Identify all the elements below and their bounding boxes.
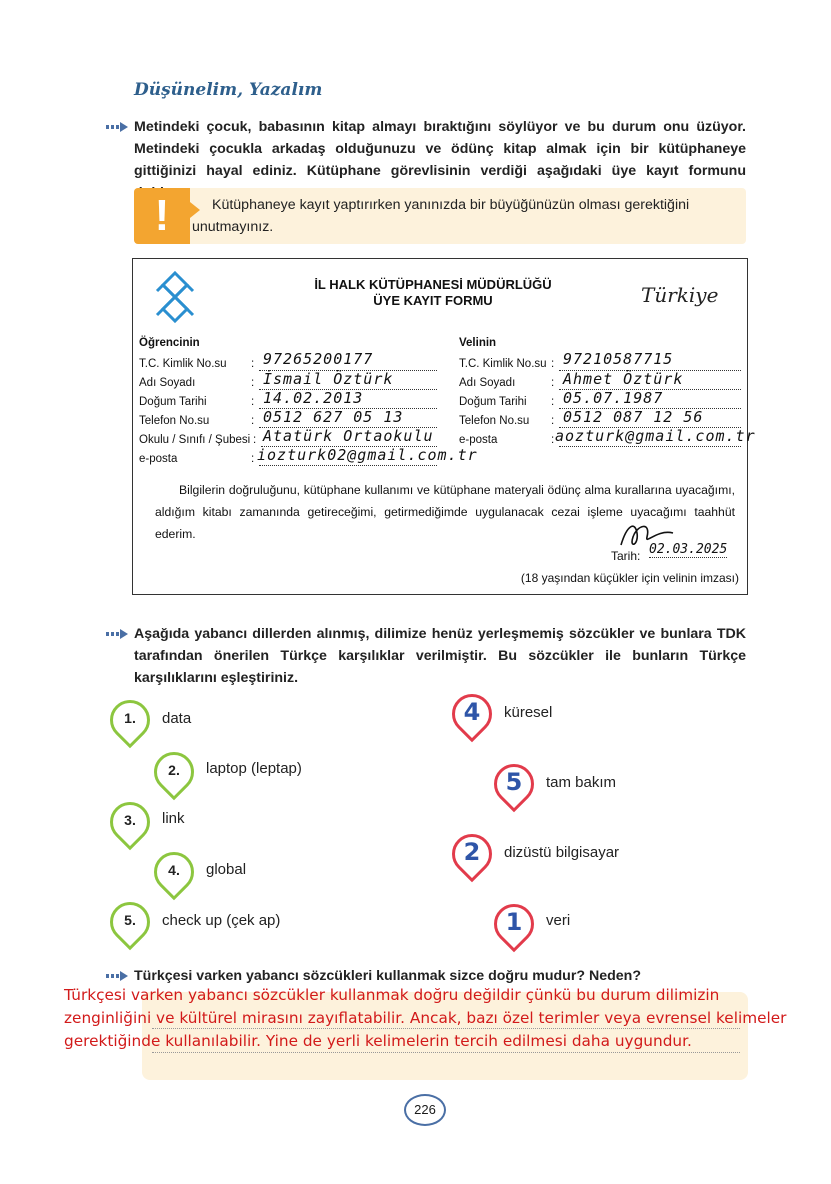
turkish-word-label: küresel bbox=[504, 704, 553, 721]
question-text: Türkçesi varken yabancı sözcükleri kullanmak sizce doğru mudur? Neden? bbox=[134, 968, 641, 984]
student-school-value[interactable]: Atatürk Ortaokulu bbox=[263, 427, 434, 445]
parent-birthdate-value[interactable]: 05.07.1987 bbox=[563, 389, 664, 407]
student-phone-label: Telefon No.su bbox=[139, 415, 210, 427]
foreign-word-label: global bbox=[206, 861, 247, 878]
turkiye-brand-logo: Türkiye bbox=[641, 283, 719, 307]
turkish-word-label: dizüstü bilgisayar bbox=[504, 844, 620, 861]
foreign-word-label: link bbox=[162, 810, 185, 827]
commitment-text: Bilgilerin doğruluğunu, kütüphane kullanımı ve kütüphane materyali ödünç alma kurallarına uyacağımı, aldığım kitabı zamanında getireceğimi, getirmediğimde uygulanacak cezai işleme uyacağımı taahhüt ederim. bbox=[155, 483, 735, 541]
library-registration-form: İL HALK KÜTÜPHANESİ MÜDÜRLÜĞÜ ÜYE KAYIT FORMU Türkiye Öğrencinin T.C. Kimlik No.su : 97265200177 Adı Soyadı : İsmail Öztürk Doğum Tarihi : 14.02.2013 Telefon No.su : 0512 627 05 13 Okulu / Sınıfı / Şubesi : Atatürk Ortaokulu e-posta : iozturk02@gmail.com.tr Velinin T.C. Kimlik No.su : 97210587715 Adı Soyadı : Ahmet Öztürk Doğum Tarihi : 05.07.1987 Telefon No.su : 0512 087 12 56 e-posta : aozturk@gmail.com.tr Bilgilerin doğruluğunu, kütüphane kullanımı ve kütüphane materyali ödünç alma kurallarına uyacağımı, aldığım kitabı zamanında getireceğimi, getirmediğimde uygulanacak cezai işleme uyacağımı taahhüt ederim. Tarih: 02.03.2025 (18 yaşından küçükler için velinin imzası) bbox=[132, 258, 748, 595]
student-birthdate-label: Doğum Tarihi bbox=[139, 396, 207, 408]
parent-name-label: Adı Soyadı bbox=[459, 377, 516, 389]
student-name-label: Adı Soyadı bbox=[139, 377, 196, 389]
student-email-value[interactable]: iozturk02@gmail.com.tr bbox=[257, 446, 478, 464]
student-phone-value[interactable]: 0512 627 05 13 bbox=[263, 408, 404, 426]
foreign-word-label: check up (çek ap) bbox=[162, 912, 281, 929]
library-knot-logo-icon bbox=[153, 269, 197, 327]
parent-phone-value[interactable]: 0512 087 12 56 bbox=[563, 408, 704, 426]
student-email-label: e-posta bbox=[139, 453, 178, 465]
parent-email-label: e-posta bbox=[459, 434, 498, 446]
turkish-word-label: veri bbox=[546, 912, 571, 929]
student-birthdate-value[interactable]: 14.02.2013 bbox=[263, 389, 364, 407]
exclamation-icon: ! bbox=[134, 188, 190, 244]
student-tc-value[interactable]: 97265200177 bbox=[263, 350, 374, 368]
warning-text: Kütüphaneye kayıt yaptırırken yanınızda bir büyüğünüzün olması gerektiğini unutmayınız. bbox=[192, 197, 690, 235]
match-answer-number[interactable]: 5 bbox=[505, 768, 523, 796]
student-school-label: Okulu / Sınıfı / Şubesi bbox=[139, 434, 251, 446]
parent-email-value[interactable]: aozturk@gmail.com.tr bbox=[555, 427, 756, 445]
section-title: Düşünelim, Yazalım bbox=[134, 80, 323, 100]
instruction-paragraph-1: Metindeki çocuk, babasının kitap almayı bıraktığını söylüyor ve bu durum onu üzüyor. Metindeki çocukla arkadaş olduğunuzu ve ödünç kitap almak için bir kütüphaneye gittiğinizi hayal ediniz. Kütüphane görevlisinin verdiği aşağıdaki üye kayıt formunu bbox=[134, 119, 746, 179]
bullet-arrow-icon bbox=[106, 629, 128, 639]
foreign-word-label: data bbox=[162, 710, 192, 727]
match-answer-number[interactable]: 2 bbox=[463, 838, 481, 866]
date-label: Tarih: bbox=[611, 549, 641, 563]
parent-signature-note: (18 yaşından küçükler için velinin imzası) bbox=[520, 571, 739, 585]
parent-tc-value[interactable]: 97210587715 bbox=[563, 350, 674, 368]
page-number: 226 bbox=[404, 1094, 446, 1126]
warning-box bbox=[134, 188, 746, 244]
parent-section-title: Velinin bbox=[459, 337, 497, 349]
parent-birthdate-label: Doğum Tarihi bbox=[459, 396, 527, 408]
student-section-title: Öğrencinin bbox=[139, 337, 200, 349]
bullet-arrow-icon bbox=[106, 122, 128, 132]
student-tc-label: T.C. Kimlik No.su bbox=[139, 358, 227, 370]
date-value[interactable]: 02.03.2025 bbox=[649, 542, 728, 557]
instruction-paragraph-2: Aşağıda yabancı dillerden alınmış, dilimize henüz yerleşmemiş sözcükler ve bunlara TDK tarafından önerilen Türkçe karşılıklar verilmiştir. Bu sözcükler ile bunların Türkçe karşılıklarını eşleştiriniz. bbox=[134, 626, 746, 686]
parent-phone-label: Telefon No.su bbox=[459, 415, 530, 427]
student-name-value[interactable]: İsmail Öztürk bbox=[263, 370, 394, 388]
answer-text[interactable]: Türkçesi varken yabancı sözcükler kullanmak doğru değildir çünkü bu durum dilimizin zenginliğini ve kültürel mirasını zayıflatabilir. Ancak, bazı özel terimler veya evrensel kelimeler gerektiğinde kullanılabilir. Yine de yerli kelimelerin tercih edilmesi daha uygundur. bbox=[64, 986, 787, 1050]
bullet-arrow-icon bbox=[106, 971, 128, 981]
match-answer-number[interactable]: 4 bbox=[463, 698, 481, 726]
form-heading: İL HALK KÜTÜPHANESİ MÜDÜRLÜĞÜ ÜYE KAYIT FORMU bbox=[314, 277, 552, 308]
match-answer-number[interactable]: 1 bbox=[505, 908, 523, 936]
parent-name-value[interactable]: Ahmet Öztürk bbox=[563, 370, 684, 388]
turkish-word-label: tam bakım bbox=[546, 774, 617, 791]
foreign-word-label: laptop (leptap) bbox=[206, 760, 302, 777]
parent-tc-label: T.C. Kimlik No.su bbox=[459, 358, 547, 370]
